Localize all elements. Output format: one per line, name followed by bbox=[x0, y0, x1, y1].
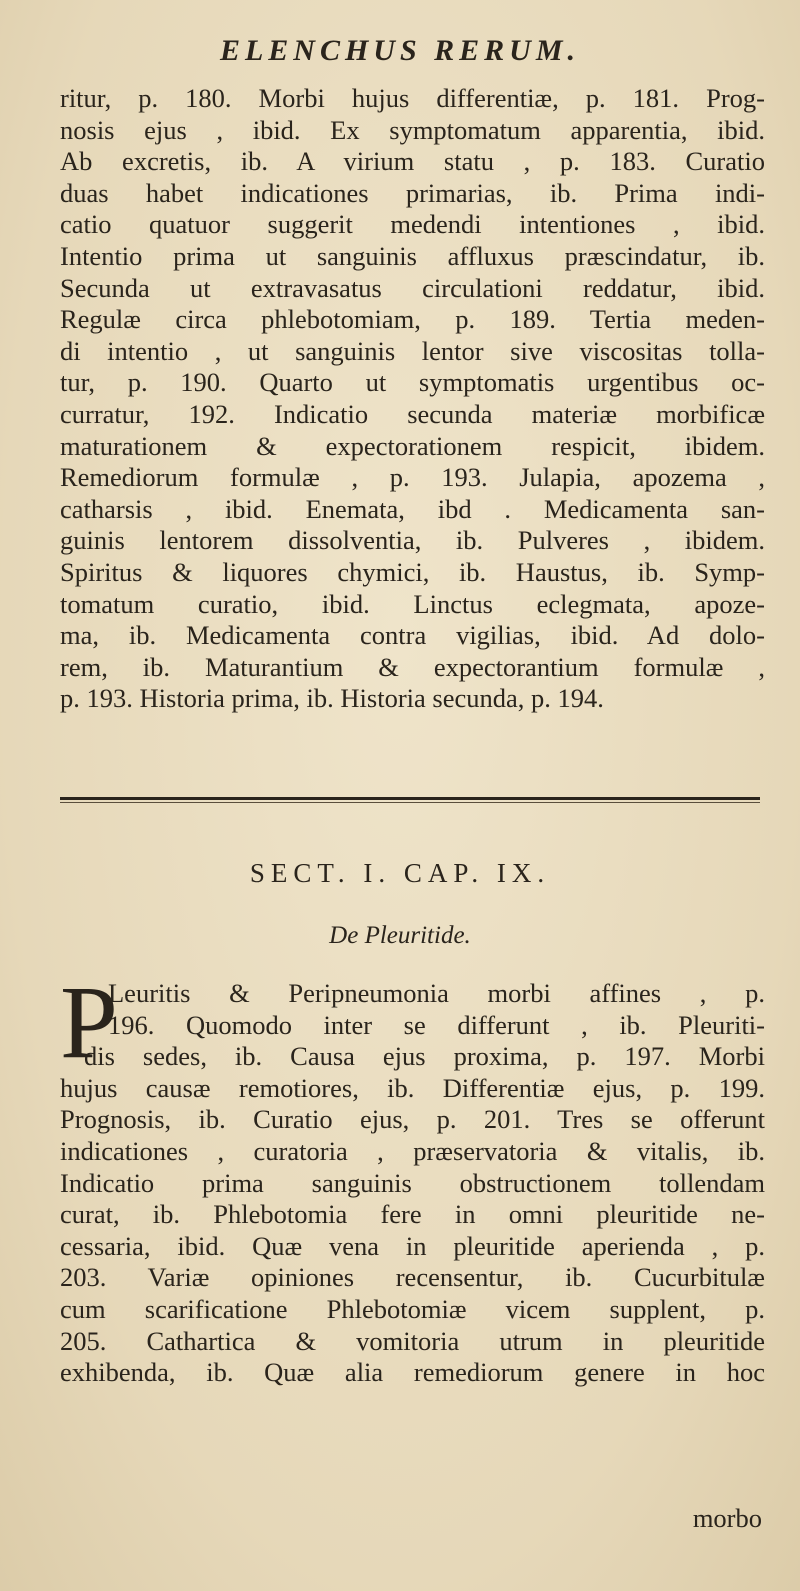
text-line: curat, ib. Phlebotomia fere in omni pleuritide ne- bbox=[60, 1199, 765, 1230]
text-line: tur, p. 190. Quarto ut symptomatis urgentibus oc- bbox=[60, 367, 765, 398]
text-line: Spiritus & liquores chymici, ib. Haustus, ib. Symp- bbox=[60, 556, 765, 587]
text-line: Intentio prima ut sanguinis affluxus præscindatur, ib. bbox=[60, 240, 765, 271]
text-line: nosis ejus , ibid. Ex symptomatum apparentia, ibid. bbox=[60, 114, 765, 145]
text-line: Indicatio prima sanguinis obstructionem tollendam bbox=[60, 1167, 765, 1198]
text-line: 196. Quomodo inter se differunt , ib. Pleuriti- bbox=[108, 1009, 765, 1040]
text-line: Leuritis & Peripneumonia morbi affines , p. bbox=[108, 978, 765, 1008]
text-line: Regulæ circa phlebotomiam, p. 189. Tertia meden- bbox=[60, 304, 765, 335]
text-line: di intentio , ut sanguinis lentor sive viscositas tolla- bbox=[60, 335, 765, 366]
text-line: catharsis , ibid. Enemata, ibd . Medicamenta san- bbox=[60, 493, 765, 524]
catchword: morbo bbox=[692, 1503, 762, 1533]
text-line: Ab excretis, ib. A virium statu , p. 183. Curatio bbox=[60, 146, 765, 177]
text-line: 203. Variæ opiniones recensentur, ib. Cucurbitulæ bbox=[60, 1262, 765, 1293]
text-line: rem, ib. Maturantium & expectorantium formulæ , bbox=[60, 651, 765, 682]
text-line: indicationes , curatoria , præservatoria & vitalis, ib. bbox=[60, 1135, 765, 1166]
running-head: ELENCHUS RERUM. bbox=[219, 34, 581, 67]
section-heading: SECT. I. CAP. IX. bbox=[249, 858, 551, 888]
horizontal-rule bbox=[60, 797, 760, 800]
text-line: Remediorum formulæ , p. 193. Julapia, apozema , bbox=[60, 462, 765, 493]
text-line: guinis lentorem dissolventia, ib. Pulveres , ibidem. bbox=[60, 525, 765, 556]
text-line: cessaria, ibid. Quæ vena in pleuritide aperienda , p. bbox=[60, 1230, 765, 1261]
text-line: dis sedes, ib. Causa ejus proxima, p. 197. Morbi bbox=[84, 1041, 765, 1072]
chapter-title: De Pleuritide. bbox=[329, 922, 471, 949]
text-line: ma, ib. Medicamenta contra vigilias, ibid. Ad dolo- bbox=[60, 620, 765, 651]
drop-cap: P bbox=[60, 965, 118, 1080]
text-line: duas habet indicationes primarias, ib. Prima indi- bbox=[60, 177, 765, 208]
text-line: exhibenda, ib. Quæ alia remediorum genere in hoc bbox=[60, 1357, 765, 1388]
text-line: catio quatuor suggerit medendi intentiones , ibid. bbox=[60, 209, 765, 240]
text-line: p. 193. Historia prima, ib. Historia secunda, p. 194. bbox=[60, 683, 604, 714]
text-line: tomatum curatio, ibid. Linctus eclegmata, apoze- bbox=[60, 588, 765, 619]
text-line: ritur, p. 180. Morbi hujus differentiæ, p. 181. Prog- bbox=[60, 83, 765, 113]
text-line: Prognosis, ib. Curatio ejus, p. 201. Tres se offerunt bbox=[60, 1104, 765, 1135]
text-line: curratur, 192. Indicatio secunda materiæ morbificæ bbox=[60, 398, 765, 429]
text-line: 205. Cathartica & vomitoria utrum in pleuritide bbox=[60, 1325, 765, 1356]
text-line: Secunda ut extravasatus circulationi reddatur, ibid. bbox=[60, 272, 765, 303]
chapter-paragraph bbox=[60, 965, 765, 1389]
summary-paragraph bbox=[60, 83, 765, 715]
text-line: cum scarificatione Phlebotomiæ vicem supplent, p. bbox=[60, 1293, 765, 1324]
text-line: hujus causæ remotiores, ib. Differentiæ ejus, p. 199. bbox=[60, 1072, 765, 1103]
text-line: maturationem & expectorationem respicit, ibidem. bbox=[60, 430, 765, 461]
